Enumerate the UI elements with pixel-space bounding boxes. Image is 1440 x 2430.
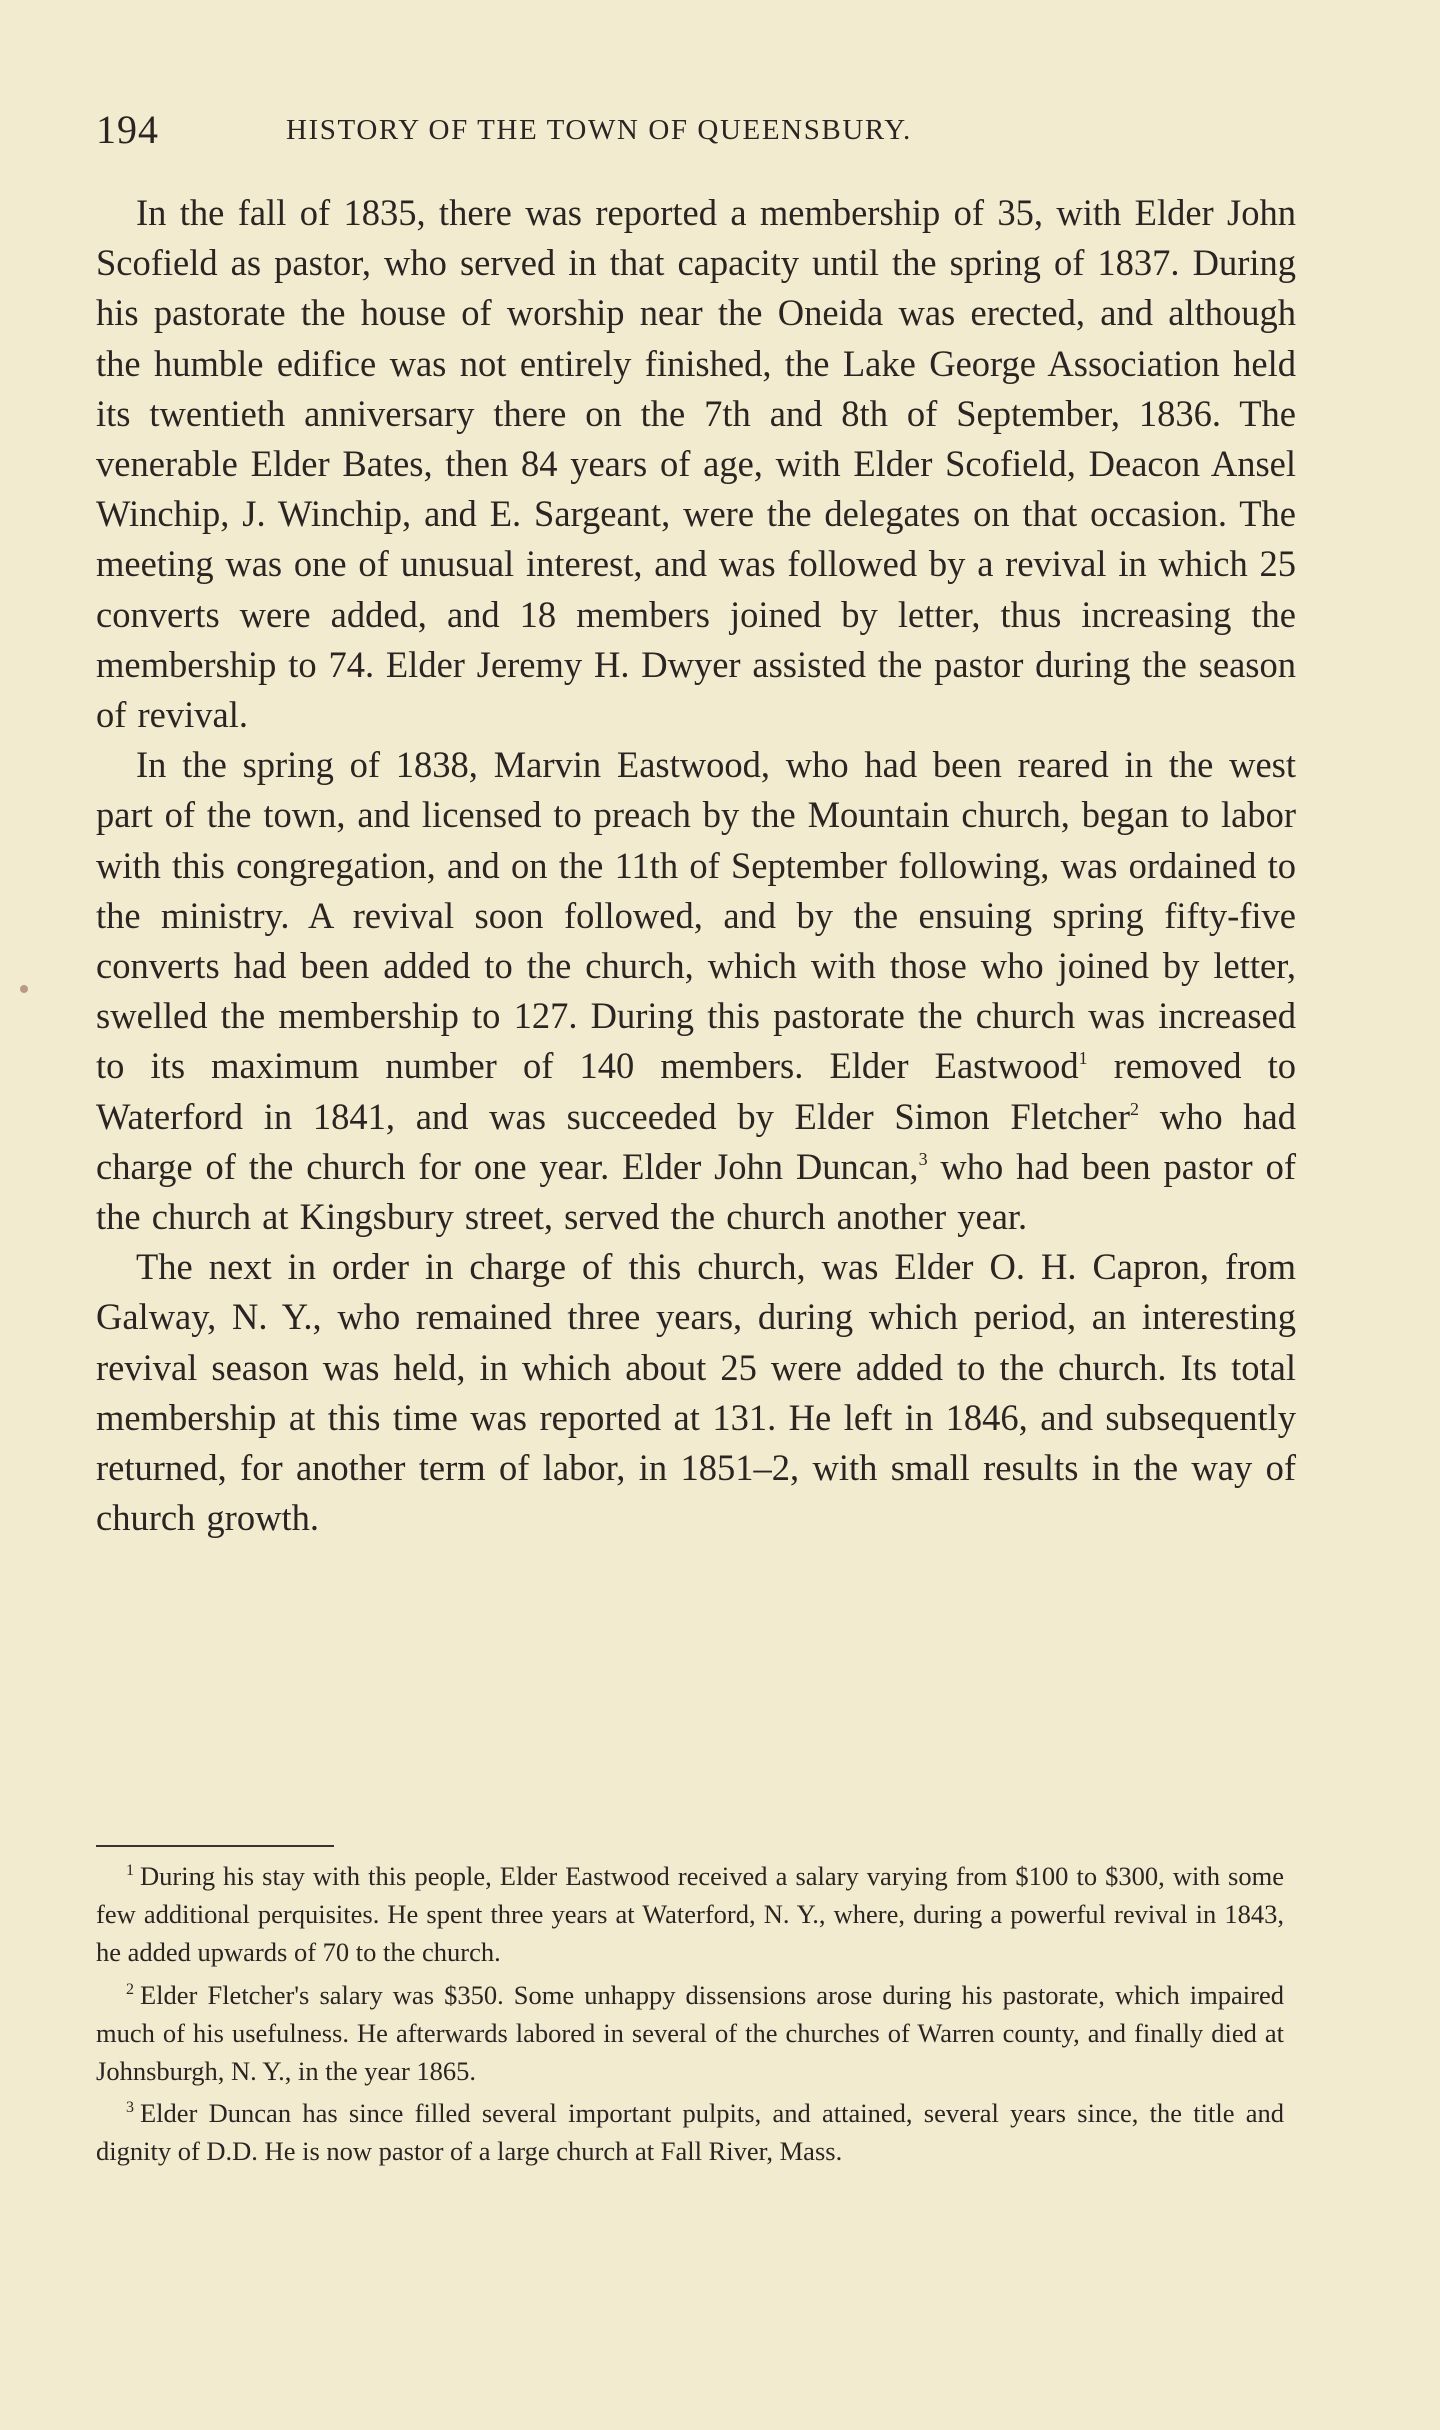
page-header — [96, 100, 1296, 160]
paragraph-1: In the fall of 1835, there was reported a membership of 35, with Elder John Scofield as pastor, who served in that capacity until the spring of 1837. During his pastorate the house of worship near the Oneida was erected, and although the humble edifice was not entirely finished, the Lake George Association held its twentieth anniversary there on the 7th and 8th of September, 1836. The venerable Elder Bates, then 84 years of age, with Elder Scofield, Deacon Ansel Winchip, J. Winchip, and E. Sargeant, were the delegates on that occasion. The meeting was one of unusual interest, and was followed by a revival in which 25 converts were added, and 18 members joined by letter, thus increasing the membership to 74. Elder Jeremy H. Dwyer assisted the pastor during the season of revival. — [96, 192, 1296, 736]
footnote-2 — [96, 1976, 1284, 2091]
footnote-3-text: Elder Duncan has since filled several important pulpits, and attained, several years since, the title and dignity of D.D. He is now pastor of a large church at Fall River, Mass. — [96, 2098, 1284, 2167]
main-text — [96, 188, 1296, 1543]
footnote-divider — [96, 1845, 334, 1847]
footnote-3 — [96, 2094, 1284, 2170]
paragraph-2 — [96, 740, 1296, 1242]
footnote-ref-3: 3 — [918, 1148, 928, 1169]
paragraph-2-part-b: removed to Waterford in 1841, and was succeeded by Elder Simon Fletcher — [96, 1045, 1297, 1137]
page-number: 194 — [96, 107, 159, 152]
footnote-2-mark: 2 — [126, 1980, 134, 1998]
footnotes — [96, 1857, 1284, 2175]
footnote-3-mark: 3 — [126, 2099, 134, 2117]
running-title: HISTORY OF THE TOWN OF QUEENSBURY. — [286, 114, 912, 146]
footnote-1-mark: 1 — [126, 1862, 134, 1879]
footnote-ref-2: 2 — [1129, 1098, 1139, 1119]
paragraph-2-part-a: In the spring of 1838, Marvin Eastwood, who had been reared in the west part of the town, and licensed to preach by the Mountain church, began to labor with this congregation, and on the 11th of September following, was ordained to the ministry. A revival soon followed, and by the ensuing spring fifty-five converts had been added to the church, which with those who joined by letter, swelled the membership to 127. During this pastorate the church was increased to its maximum number of 140 members. Elder Eastwood — [96, 744, 1296, 1087]
paragraph-2-part-c: who had charge of the church for one year. Elder John Duncan, — [96, 1095, 1296, 1187]
footnote-1-text: During his stay with this people, Elder Eastwood received a salary varying from $100 to $300, with some few additional perquisites. He spent three years at Waterford, N. Y., where, during a powerful revival in 1843, he added upwards of 70 to the church. — [96, 1861, 1284, 1968]
footnote-2-text: Elder Fletcher's salary was $350. Some unhappy dissensions arose during his pastorate, which impaired much of his usefulness. He afterwards labored in several of the churches of Warren county, and finally died at Johnsburgh, N. Y., in the year 1865. — [96, 1979, 1284, 2087]
paragraph-2-part-d: who had been pastor of the church at Kingsbury street, served the church another year. — [96, 1145, 1296, 1238]
paragraph-3: The next in order in charge of this church, was Elder O. H. Capron, from Galway, N. Y., who remained three years, during which period, an interesting revival season was held, in which about 25 were added to the church. Its total membership at this time was reported at 131. He left in 1846, and subsequently returned, for another term of labor, in 1851–2, with small results in the way of church growth. — [96, 1246, 1296, 1539]
footnote-ref-1: 1 — [1078, 1048, 1088, 1069]
paper-blemish — [20, 985, 28, 993]
footnote-1 — [96, 1857, 1284, 1972]
